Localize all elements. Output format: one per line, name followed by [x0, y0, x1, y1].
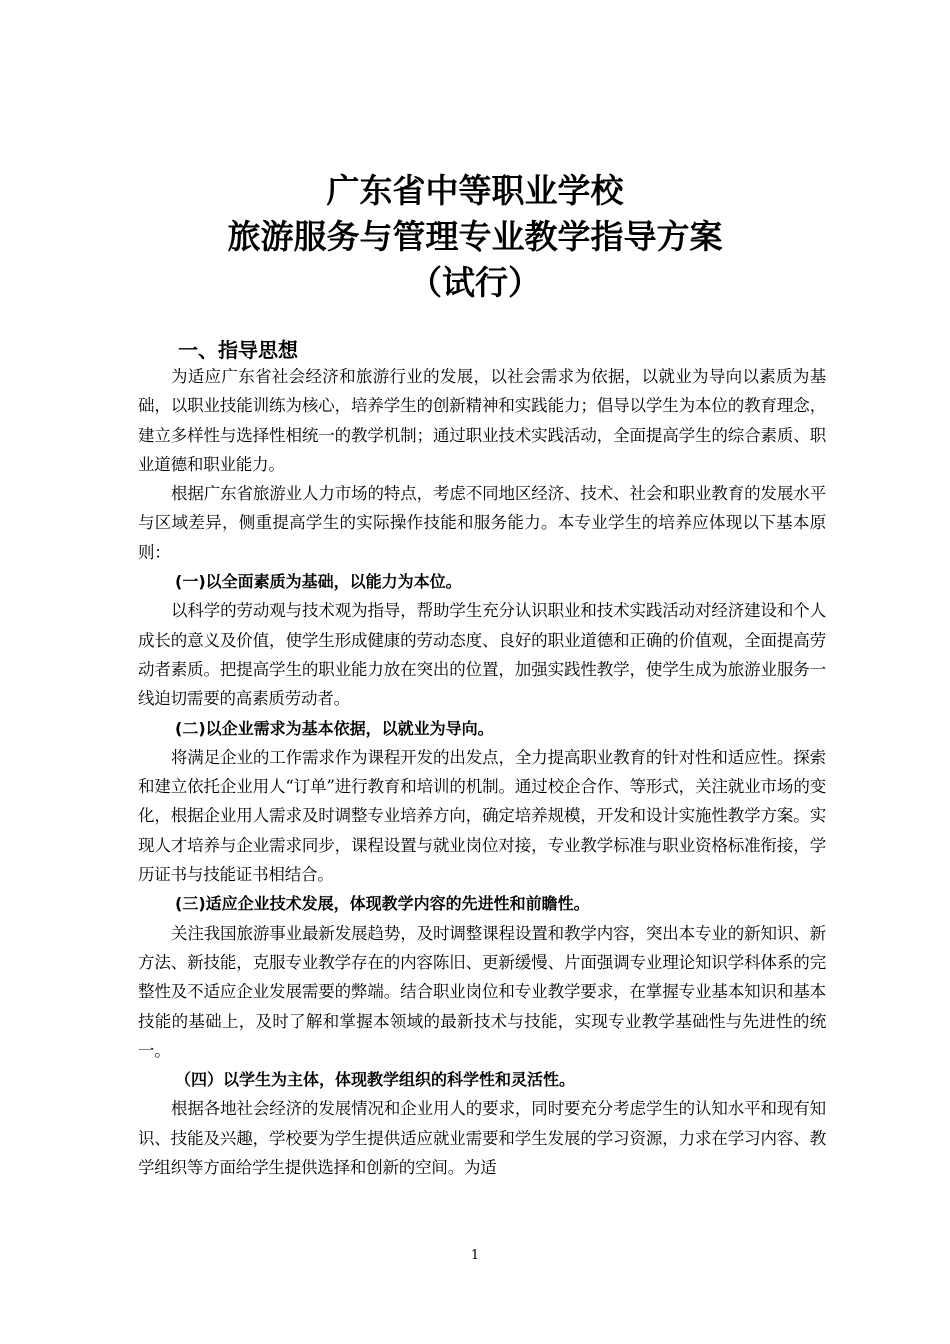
principle-text-2: 将满足企业的工作需求作为课程开发的出发点，全力提高职业教育的针对性和适应性。探索和建立依托企业用人“订单”进行教育和培训的机制。通过校企合作、等形式，关注就业市场的变化，根据企业用人需求及时调整专业培养方向，确定培养规模，开发和设计实施性教学方案。实现人才培养与企业需求同步，课程设置与就业岗位对接，专业教学标准与职业资格标准衔接，学历证书与技能证书相结合。: [138, 747, 826, 885]
principle-text-3: 关注我国旅游事业最新发展趋势，及时调整课程设置和教学内容，突出本专业的新知识、新方法、新技能，克服专业教学存在的内容陈旧、更新缓慢、片面强调专业理论知识学科体系的完整性及不适应企业发展需要的弊端。结合职业岗位和专业教学要求，在掌握专业基本知识和基本技能的基础上，及时了解和掌握本领域的最新技术与技能，实现专业教学基础性与先进性的统一。: [138, 923, 826, 1060]
principle-heading-4: （四）以学生为主体，体现教学组织的科学性和灵活性。: [175, 1070, 576, 1090]
title-line-program: 旅游服务与管理专业教学指导方案: [227, 217, 723, 256]
title-line-trial: （试行）: [409, 263, 541, 302]
principle-heading-3: (三)适应企业技术发展，体现教学内容的先进性和前瞻性。: [175, 894, 590, 914]
principle-heading-2: (二)以企业需求为基本依据，以就业为导向。: [175, 718, 494, 738]
principle-heading-1: (一)以全面素质为基础，以能力为本位。: [175, 572, 462, 592]
paragraph-principles-lead: 根据广东省旅游业人力市场的特点，考虑不同地区经济、技术、社会和职业教育的发展水平与区域差异，侧重提高学生的实际操作技能和服务能力。本专业学生的培养应体现以下基本原则：: [138, 484, 826, 562]
section-heading-guiding-ideology: 一、指导思想: [178, 338, 298, 362]
document-body: [138, 336, 826, 1182]
principle-text-4: 根据各地社会经济的发展情况和企业用人的要求，同时要充分考虑学生的认知水平和现有知识、技能及兴趣，学校要为学生提供适应就业需要和学生发展的学习资源，力求在学习内容、教学组织等方面给学生提供选择和创新的空间。为适: [138, 1099, 826, 1178]
title-line-school: 广东省中等职业学校: [326, 171, 624, 210]
paragraph-intro: 为适应广东省社会经济和旅游行业的发展，以社会需求为依据，以就业为导向以素质为基础，以职业技能训练为核心，培养学生的创新精神和实践能力；倡导以学生为本位的教育理念，建立多样性与选择性相统一的教学机制；通过职业技术实践活动，全面提高学生的综合素质、职业道德和职业能力。: [138, 367, 826, 474]
document-title: [0, 168, 950, 306]
page-number: 1: [470, 1248, 480, 1263]
principle-text-1: 以科学的劳动观与技术观为指导，帮助学生充分认识职业和技术实践活动对经济建设和个人成长的意义及价值，使学生形成健康的劳动态度、良好的职业道德和正确的价值观，全面提高劳动者素质。把提高学生的职业能力放在突出的位置，加强实践性教学，使学生成为旅游业服务一线迫切需要的高素质劳动者。: [138, 601, 826, 709]
